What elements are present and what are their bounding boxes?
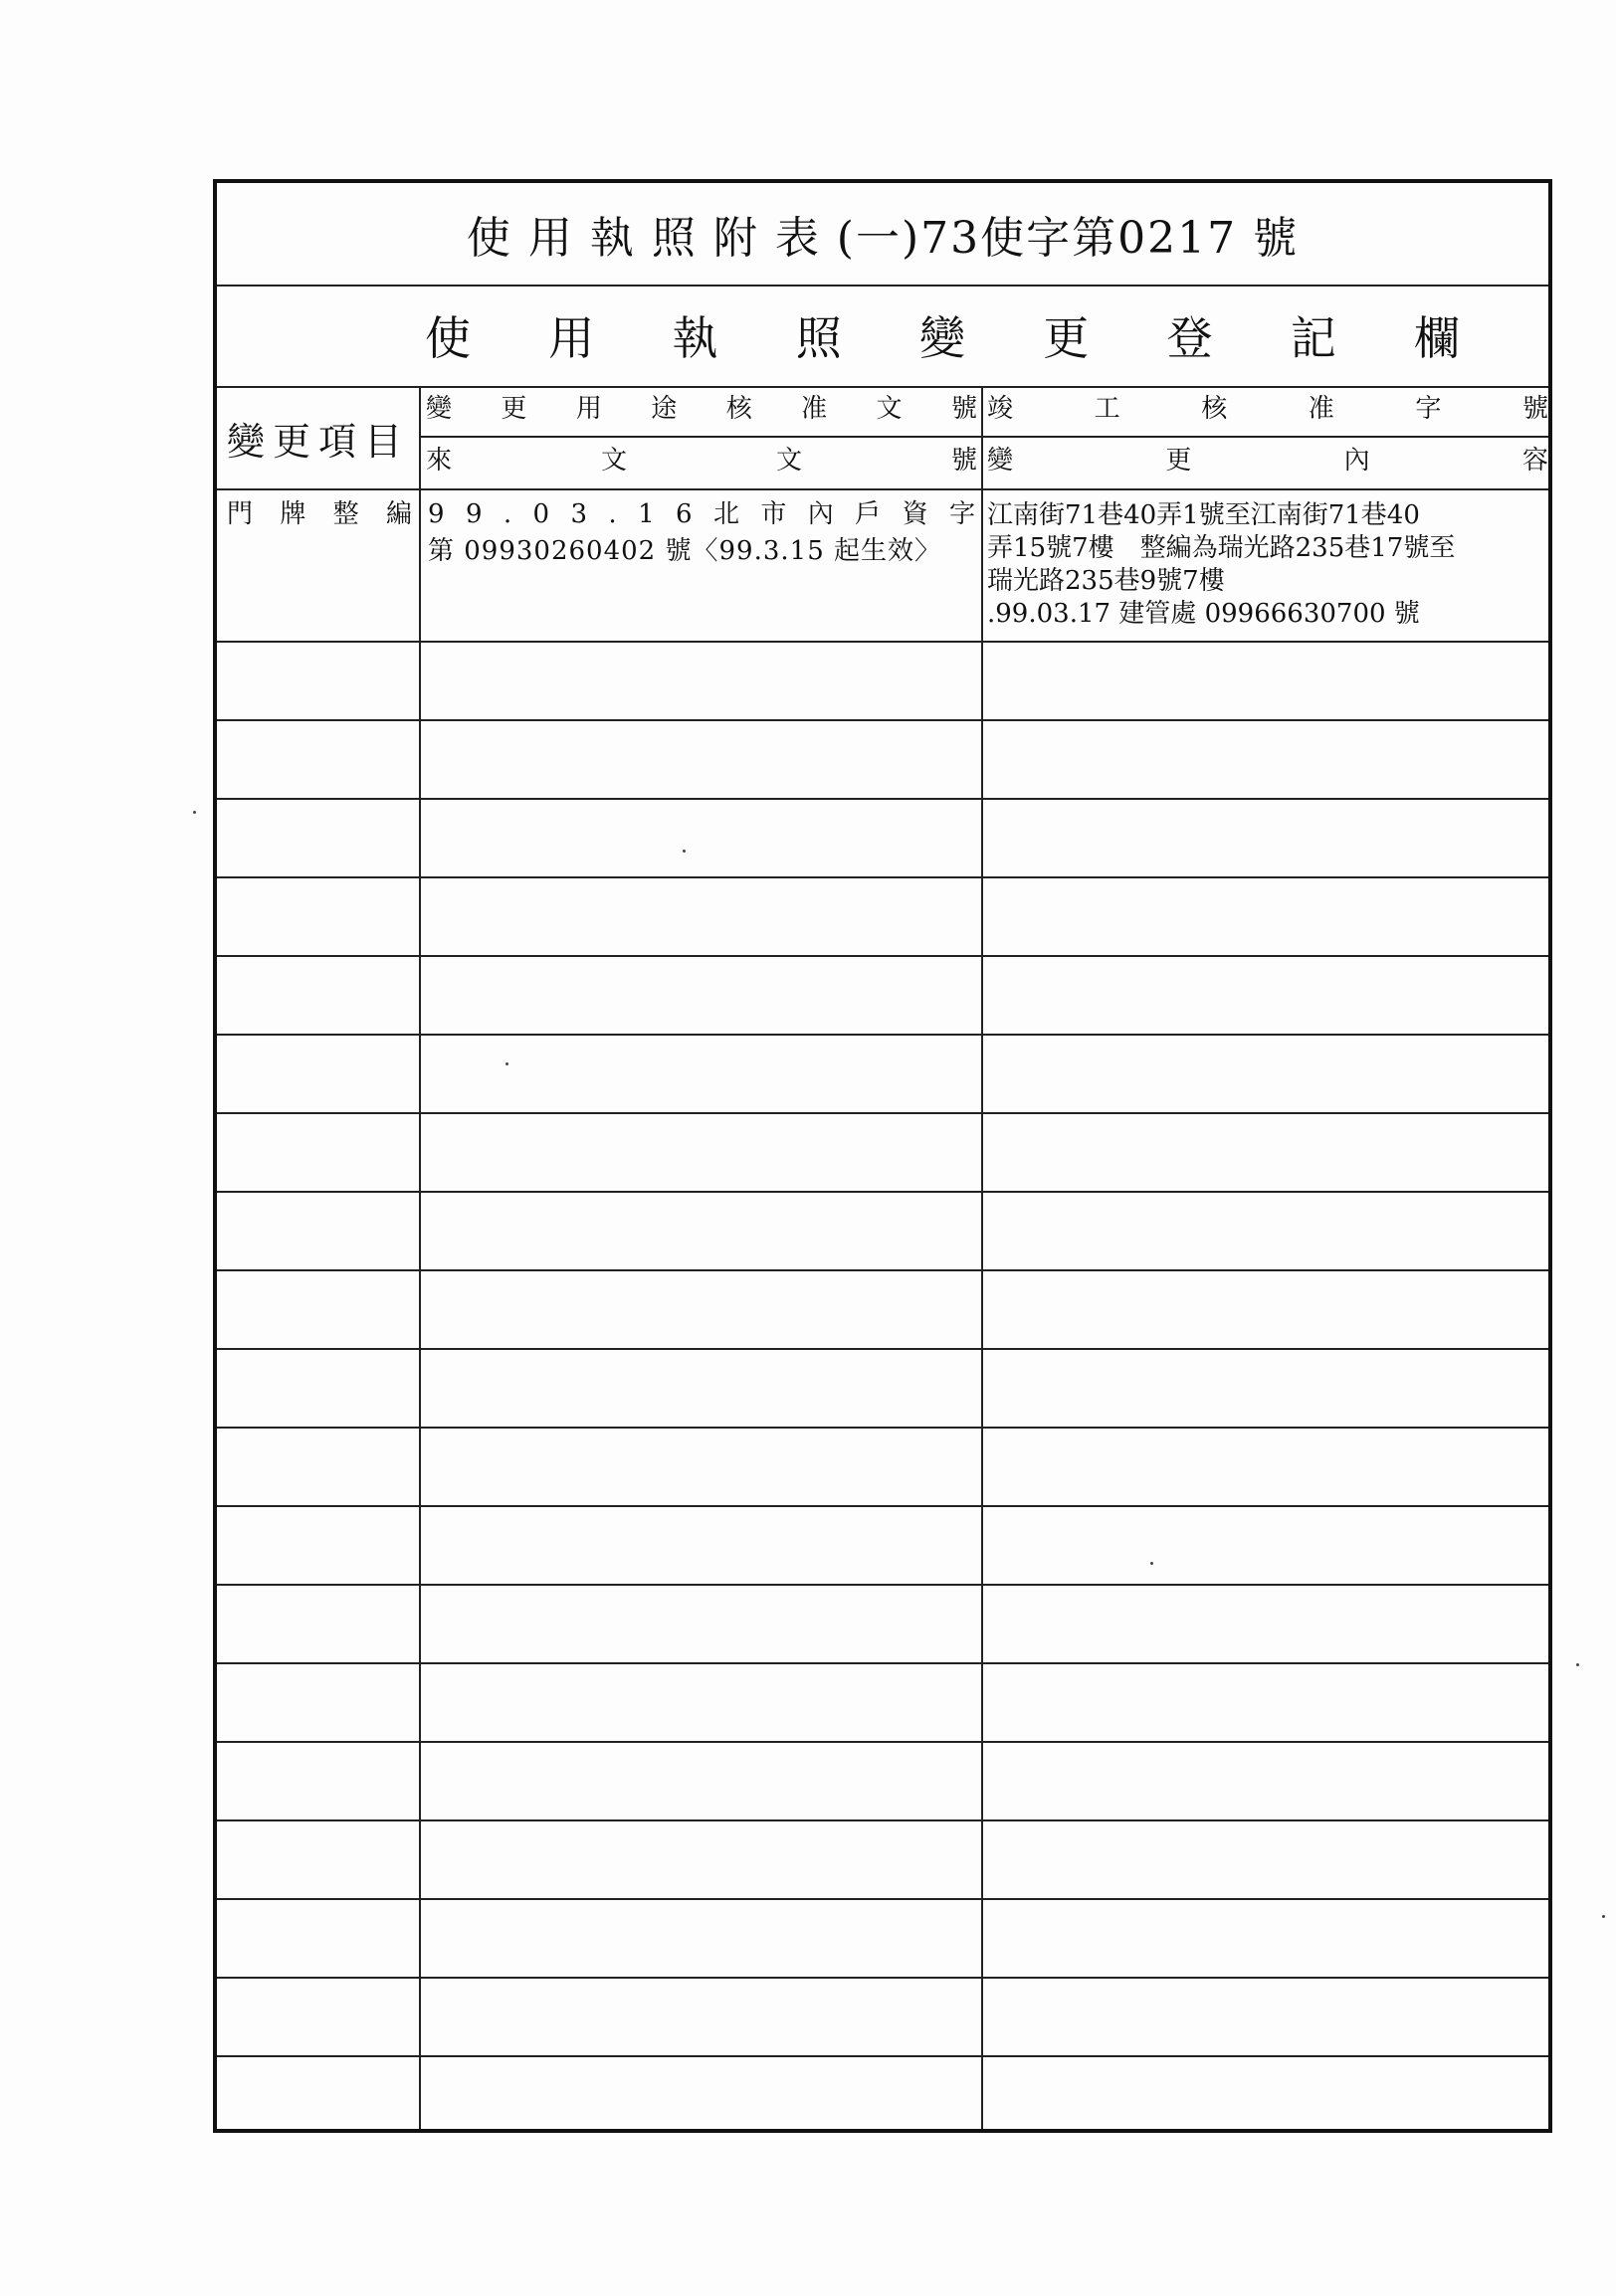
entry-content-line-3: 瑞光路235巷9號7樓 xyxy=(987,566,1225,596)
header-char: 來 xyxy=(426,446,453,476)
header-char: 用 xyxy=(575,394,602,424)
row-divider xyxy=(217,1977,1548,1979)
section-title xyxy=(425,302,1460,368)
column-divider xyxy=(981,386,983,2129)
entry-item-cell xyxy=(227,499,412,529)
row-divider xyxy=(217,1034,1548,1036)
entry-char: 1 xyxy=(638,499,655,529)
scan-speck xyxy=(1576,1663,1579,1666)
header-char: 途 xyxy=(651,394,678,424)
entry-doc-line-2: 第 09930260402 號〈99.3.15 起生效〉 xyxy=(428,536,941,566)
section-title-char: 更 xyxy=(1043,311,1090,365)
header-char: 號 xyxy=(950,446,977,476)
section-title-char: 記 xyxy=(1290,311,1336,365)
entry-content-line-2: 弄15號7樓 整編為瑞光路235巷17號至 xyxy=(987,533,1456,563)
entry-content-line-1: 江南街71巷40弄1號至江南街71巷40 xyxy=(987,500,1420,530)
entry-char: 6 xyxy=(676,499,693,529)
row-divider xyxy=(217,1505,1548,1507)
row-divider xyxy=(217,1898,1548,1900)
header-char: 號 xyxy=(1521,394,1548,424)
row-divider xyxy=(217,876,1548,878)
entry-char: 門 xyxy=(227,499,254,529)
header-char: 內 xyxy=(1343,446,1370,476)
form-title: 使 用 執 照 附 表 (一)73使字第0217 號 xyxy=(466,213,1300,264)
header-char: 更 xyxy=(501,394,527,424)
header-char: 竣 xyxy=(987,394,1014,424)
section-title-char: 用 xyxy=(548,311,595,365)
usage-permit-attachment-form xyxy=(213,179,1552,2133)
header-char: 字 xyxy=(1415,394,1442,424)
entry-char: 牌 xyxy=(280,499,306,529)
header-subrow-divider xyxy=(420,436,1548,438)
header-char: 號 xyxy=(950,394,977,424)
section-title-char: 使 xyxy=(425,311,471,365)
row-divider xyxy=(217,798,1548,800)
header-char: 文 xyxy=(775,446,802,476)
change-content-header xyxy=(987,446,1548,476)
entry-char: 9 xyxy=(428,499,445,529)
entry-char: 編 xyxy=(385,499,412,529)
entry-char: . xyxy=(503,499,512,529)
header-char: 核 xyxy=(725,394,752,424)
row-divider xyxy=(217,1584,1548,1586)
row-divider xyxy=(217,955,1548,957)
section-title-char: 照 xyxy=(795,311,842,365)
entry-char: 9 xyxy=(465,499,483,529)
section-title-char: 欄 xyxy=(1414,311,1460,365)
row-divider xyxy=(217,1819,1548,1821)
header-char: 准 xyxy=(801,394,828,424)
header-char: 准 xyxy=(1308,394,1334,424)
entry-char: 市 xyxy=(760,499,787,529)
entry-doc-line-1 xyxy=(428,499,975,529)
completion-no-header xyxy=(987,394,1548,424)
scan-speck xyxy=(683,850,686,853)
entry-char: 資 xyxy=(902,499,928,529)
row-divider xyxy=(217,1348,1548,1350)
row-divider xyxy=(217,641,1548,643)
row-divider xyxy=(217,2055,1548,2057)
header-char: 變 xyxy=(426,394,453,424)
row-divider xyxy=(217,1112,1548,1114)
section-title-char: 登 xyxy=(1166,311,1213,365)
header-char: 變 xyxy=(987,446,1014,476)
column-divider xyxy=(419,386,421,2129)
entry-char: . xyxy=(608,499,617,529)
row-divider xyxy=(217,1427,1548,1429)
entry-char: 字 xyxy=(948,499,975,529)
row-divider xyxy=(217,1191,1548,1193)
header-char: 更 xyxy=(1165,446,1192,476)
section-title-char: 變 xyxy=(919,311,965,365)
scan-speck xyxy=(193,811,196,814)
entry-char: 3 xyxy=(570,499,588,529)
header-char: 工 xyxy=(1094,394,1120,424)
entry-char: 戶 xyxy=(855,499,882,529)
header-char: 文 xyxy=(876,394,903,424)
scan-speck xyxy=(1602,1915,1605,1918)
row-divider xyxy=(217,1741,1548,1743)
entry-char: 北 xyxy=(712,499,739,529)
scan-speck xyxy=(505,1062,508,1065)
entry-char: 內 xyxy=(807,499,834,529)
section-title-char: 執 xyxy=(672,311,718,365)
row-divider xyxy=(217,1269,1548,1271)
incoming-doc-no-header xyxy=(426,446,977,476)
row-divider xyxy=(217,719,1548,721)
scan-speck xyxy=(1150,1562,1153,1565)
form-title-band xyxy=(217,183,1548,287)
section-title-band xyxy=(217,285,1548,388)
change-item-header: 變更項目 xyxy=(226,419,410,464)
entry-char: 整 xyxy=(332,499,359,529)
entry-char: 0 xyxy=(532,499,550,529)
header-char: 核 xyxy=(1201,394,1228,424)
approval-doc-no-header xyxy=(426,394,977,424)
header-char: 文 xyxy=(600,446,627,476)
row-divider xyxy=(217,1662,1548,1664)
header-char: 容 xyxy=(1521,446,1548,476)
entry-content-line-4: .99.03.17 建管處 09966630700 號 xyxy=(987,599,1420,629)
